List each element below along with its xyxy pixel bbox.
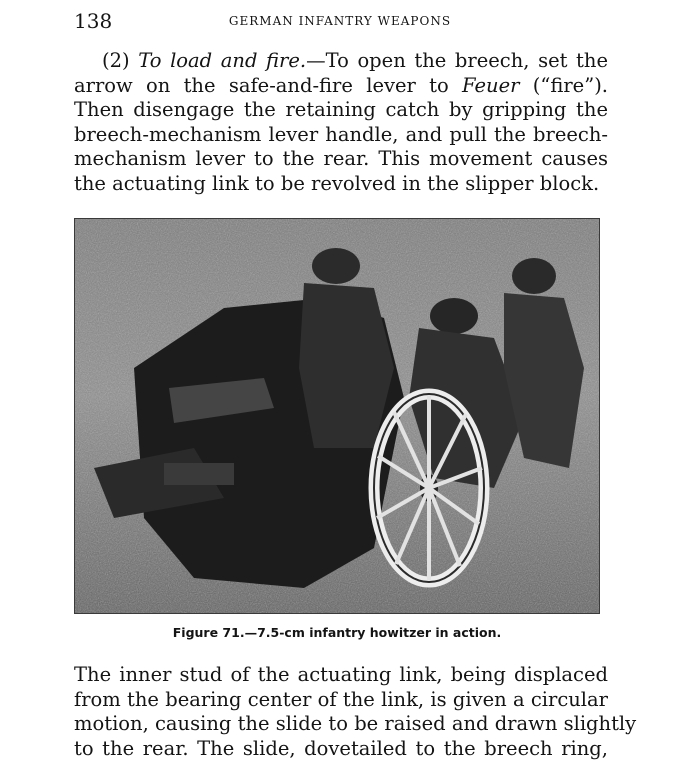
paragraph-load-and-fire — [74, 49, 608, 196]
page-number: 138 — [74, 9, 113, 33]
text-line: breech-mechanism lever handle, and pull the breech- — [74, 122, 608, 146]
text-line: to the rear. The slide, dovetailed to the breech ring, — [74, 736, 608, 760]
text-line: mechanism lever to the rear. This movement causes — [74, 147, 608, 170]
section-heading: To load and fire. — [138, 49, 307, 72]
figure-caption: Figure 71.—7.5-cm infantry howitzer in action. — [172, 625, 502, 640]
running-title: GERMAN INFANTRY WEAPONS — [228, 14, 452, 28]
text-line: from the bearing center of the link, is given a circular — [74, 687, 608, 711]
text-line: The inner stud of the actuating link, being displaced — [74, 663, 608, 686]
text-line: the actuating link to be revolved in the slipper block. — [74, 171, 600, 195]
text-line: motion, causing the slide to be raised and drawn slightly — [74, 712, 637, 735]
howitzer-photograph — [74, 218, 600, 614]
text-line: Then disengage the retaining catch by gripping the — [74, 98, 608, 121]
howitzer-photo-illustration — [74, 218, 600, 614]
text-line: arrow on the safe-and-fire lever to Feuer (“fire”). — [74, 73, 608, 97]
text-line: (2) To load and fire.—To open the breech, set the — [102, 49, 608, 72]
german-term: Feuer — [462, 73, 520, 97]
paragraph-actuating-link — [74, 663, 637, 761]
page-header — [74, 8, 606, 34]
